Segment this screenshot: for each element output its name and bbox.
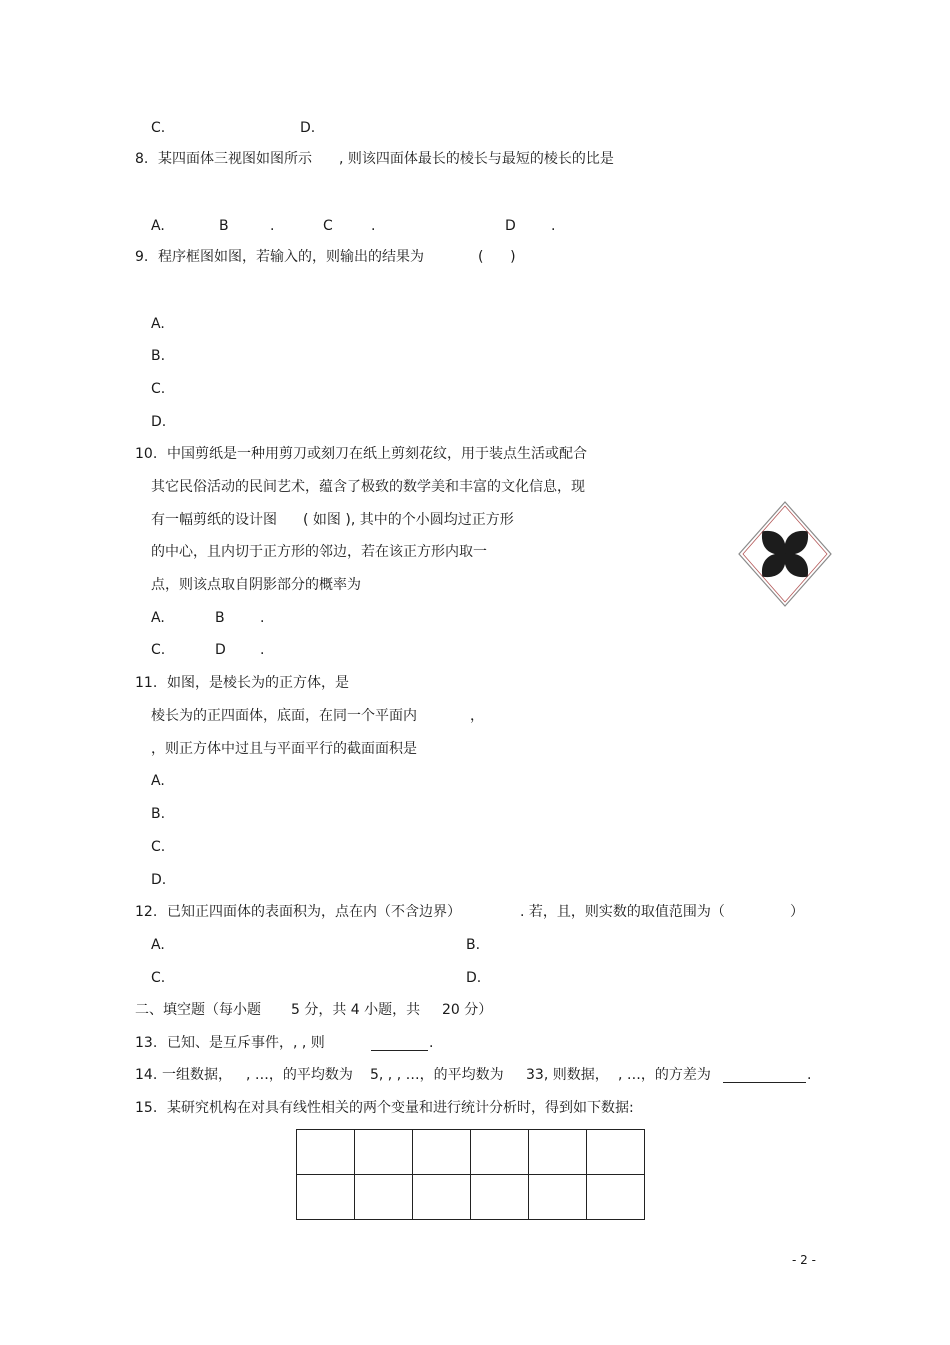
q12-number: 12. — [135, 904, 158, 920]
q10-line-4: 的中心，且内切于正方形的邻边，若在该正方形内取一 — [151, 544, 487, 560]
q14-end: . — [807, 1067, 812, 1083]
q13-number: 13. — [135, 1035, 158, 1051]
q10-option-b: B — [215, 610, 225, 626]
q14-number: 14. — [135, 1067, 158, 1083]
table-row — [297, 1175, 645, 1220]
papercut-figure — [737, 500, 833, 608]
q9-option-b: B. — [151, 348, 166, 364]
q14-text-c: 5, , , …，的平均数为 — [370, 1067, 504, 1083]
table-cell — [529, 1130, 587, 1175]
q14-text-a: 一组数据， — [162, 1067, 232, 1083]
section-2-heading-c: 20 分） — [442, 1002, 493, 1018]
q9-option-a: A. — [151, 316, 165, 332]
q10-option-a: A. — [151, 610, 165, 626]
q8-option-d-dot: . — [551, 218, 556, 234]
q8-option-d: D — [505, 218, 516, 234]
q11-number: 11. — [135, 675, 158, 691]
table-cell — [297, 1175, 355, 1220]
q7-option-d: D. — [300, 120, 316, 136]
q7-option-c: C. — [151, 120, 166, 136]
q13-end: . — [429, 1035, 434, 1051]
q9-number: 9. — [135, 249, 149, 265]
papercut-petals — [755, 524, 814, 583]
q9-text: 程序框图如图，若输入的，则输出的结果为 — [158, 249, 424, 265]
table-cell — [413, 1175, 471, 1220]
q10-number: 10. — [135, 446, 158, 462]
q10-option-d: D — [215, 642, 226, 658]
q11-line-1: 如图，是棱长为的正方体，是 — [167, 675, 349, 691]
q13-text: 已知、是互斥事件，, , 则 — [167, 1035, 325, 1051]
q9-option-c: C. — [151, 381, 166, 397]
q12-text: 已知正四面体的表面积为，点在内（不含边界） — [167, 904, 461, 920]
q10-line-3b: ( 如图 ), 其中的个小圆均过正方形 — [303, 512, 514, 528]
page-number: - 2 - — [792, 1253, 816, 1267]
q13-answer-blank[interactable] — [371, 1036, 428, 1051]
q8-text: 某四面体三视图如图所示 — [158, 151, 312, 167]
q8-option-b-dot: . — [270, 218, 275, 234]
q14-text-e: , …，的方差为 — [618, 1067, 711, 1083]
q10-line-1: 中国剪纸是一种用剪刀或刻刀在纸上剪刻花纹，用于装点生活或配合 — [167, 446, 587, 462]
q9-answer-paren: ( ) — [478, 249, 516, 265]
table-cell — [587, 1175, 645, 1220]
q11-option-a: A. — [151, 773, 165, 789]
q8-option-c: C — [323, 218, 333, 234]
q10-option-c: C. — [151, 642, 166, 658]
q14-text-b: , …，的平均数为 — [246, 1067, 353, 1083]
q12-text-2: . 若，且，则实数的取值范围为（ — [520, 904, 725, 920]
section-2-heading-a: 二、填空题（每小题 — [135, 1002, 261, 1018]
q11-option-c: C. — [151, 839, 166, 855]
q10-option-b-dot: . — [260, 610, 265, 626]
q11-option-d: D. — [151, 872, 167, 888]
q8-option-c-dot: . — [371, 218, 376, 234]
q9-option-d: D. — [151, 414, 167, 430]
table-cell — [529, 1175, 587, 1220]
q8-text-2: , 则该四面体最长的棱长与最短的棱长的比是 — [339, 151, 614, 167]
table-cell — [355, 1130, 413, 1175]
q15-number: 15. — [135, 1100, 158, 1116]
q11-line-2: 棱长为的正四面体，底面，在同一个平面内 — [151, 708, 417, 724]
table-row — [297, 1130, 645, 1175]
q14-text-d: 33, 则数据， — [526, 1067, 609, 1083]
q8-option-b: B — [219, 218, 229, 234]
q12-close-paren: ） — [790, 904, 804, 920]
q10-line-5: 点，则该点取自阴影部分的概率为 — [151, 577, 361, 593]
q12-option-c: C. — [151, 970, 166, 986]
q10-line-3a: 有一幅剪纸的设计图 — [151, 512, 277, 528]
q10-line-2: 其它民俗活动的民间艺术，蕴含了极致的数学美和丰富的文化信息，现 — [151, 479, 585, 495]
q14-answer-blank[interactable] — [723, 1068, 806, 1083]
q12-option-a: A. — [151, 937, 165, 953]
section-2-heading-b: 5 分，共 4 小题，共 — [291, 1002, 421, 1018]
q15-data-table — [296, 1129, 645, 1220]
q11-comma: ， — [470, 708, 484, 724]
q11-option-b: B. — [151, 806, 166, 822]
table-cell — [297, 1130, 355, 1175]
q12-option-d: D. — [466, 970, 482, 986]
table-cell — [471, 1175, 529, 1220]
table-cell — [471, 1130, 529, 1175]
q11-line-3: ，则正方体中过且与平面平行的截面面积是 — [151, 741, 417, 757]
q8-option-a: A. — [151, 218, 165, 234]
table-cell — [355, 1175, 413, 1220]
q15-text: 某研究机构在对具有线性相关的两个变量和进行统计分析时，得到如下数据: — [167, 1100, 634, 1116]
q10-option-d-dot: . — [260, 642, 265, 658]
table-cell — [413, 1130, 471, 1175]
q8-number: 8. — [135, 151, 149, 167]
table-cell — [587, 1130, 645, 1175]
q12-option-b: B. — [466, 937, 481, 953]
